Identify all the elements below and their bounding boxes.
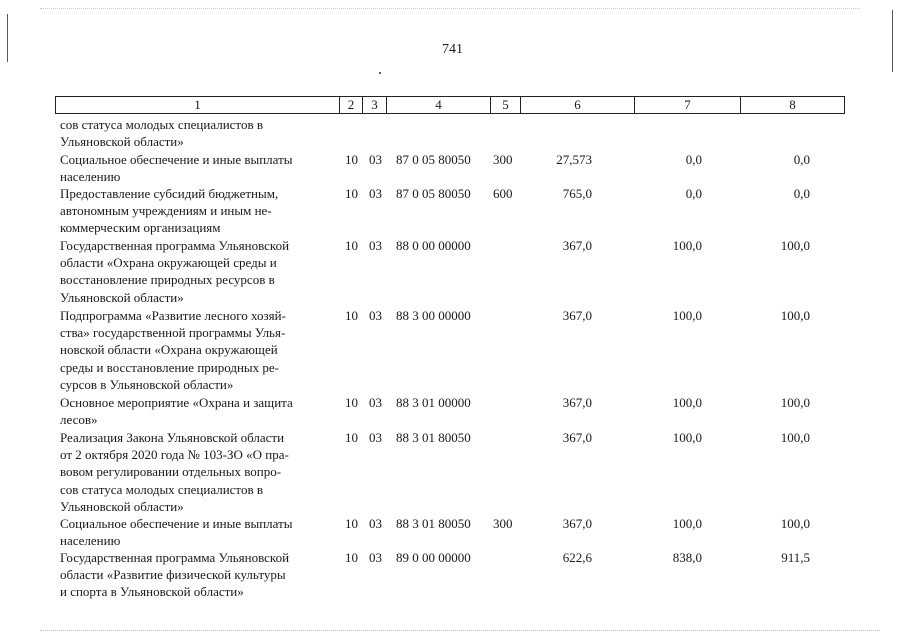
row-amount-col6: 367,0 <box>562 430 592 445</box>
row-amount-col7: 100,0 <box>672 308 702 323</box>
row-description: Основное мероприятие «Охрана и защита лесов» <box>60 395 293 428</box>
row-amount-col6: 367,0 <box>562 308 592 323</box>
row-amount-col6: 367,0 <box>562 395 592 410</box>
row-amount-col8: 911,5 <box>781 550 810 565</box>
row-amount-col7: 838,0 <box>672 550 702 565</box>
row-description: Социальное обеспечение и иные выплаты населению <box>60 516 293 549</box>
row-amount-col7: 100,0 <box>672 430 702 445</box>
row-subsection: 03 <box>369 186 382 201</box>
row-subsection: 03 <box>369 395 382 410</box>
header-col-6: 6 <box>521 97 635 113</box>
row-section: 10 <box>345 308 358 323</box>
row-subsection: 03 <box>369 550 382 565</box>
row-subsection: 03 <box>369 238 382 253</box>
row-amount-col6: 367,0 <box>562 238 592 253</box>
row-target-article: 88 0 00 00000 <box>396 238 471 253</box>
row-amount-col7: 0,0 <box>685 152 702 167</box>
header-col-4: 4 <box>387 97 491 113</box>
row-amount-col6: 765,0 <box>562 186 592 201</box>
row-description: сов статуса молодых специалистов в Ульяновской области» <box>60 117 263 150</box>
row-description: Предоставление субсидий бюджетным, автономным учреждениям и иным не- коммерческим организациям <box>60 186 279 236</box>
page-number: 741 <box>442 42 463 57</box>
row-subsection: 03 <box>369 430 382 445</box>
header-col-7: 7 <box>635 97 741 113</box>
row-expense-type: 600 <box>493 186 513 201</box>
scan-top-edge <box>40 8 860 9</box>
header-col-8: 8 <box>789 97 796 112</box>
row-amount-col8: 100,0 <box>780 516 810 531</box>
row-amount-col8: 0,0 <box>793 152 810 167</box>
row-target-article: 88 3 01 80050 <box>396 516 471 531</box>
row-target-article: 89 0 00 00000 <box>396 550 471 565</box>
scan-bottom-edge <box>40 630 880 631</box>
scan-speck <box>379 72 381 74</box>
row-expense-type: 300 <box>493 516 513 531</box>
row-target-article: 87 0 05 80050 <box>396 186 471 201</box>
row-expense-type: 300 <box>493 152 513 167</box>
header-col-3: 3 <box>363 97 387 113</box>
row-amount-col8: 100,0 <box>780 308 810 323</box>
table-header <box>55 96 845 114</box>
row-amount-col6: 367,0 <box>562 516 592 531</box>
scan-right-edge-line <box>892 10 893 72</box>
row-amount-col6: 27,573 <box>556 152 592 167</box>
row-subsection: 03 <box>369 308 382 323</box>
row-section: 10 <box>345 238 358 253</box>
row-amount-col7: 0,0 <box>685 186 702 201</box>
row-description: Подпрограмма «Развитие лесного хозяй- ства» государственной программы Улья- новской области «Охрана окружающей среды и восстановление природных ре- сурсов в Ульяновской области» <box>60 308 286 392</box>
row-description: Государственная программа Ульяновской области «Развитие физической культуры и спорта в Ульяновской области» <box>60 550 290 600</box>
row-amount-col8: 100,0 <box>780 430 810 445</box>
row-section: 10 <box>345 516 358 531</box>
row-section: 10 <box>345 395 358 410</box>
row-description: Государственная программа Ульяновской области «Охрана окружающей среды и восстановление природных ресурсов в Ульяновской области» <box>60 238 290 305</box>
row-description: Реализация Закона Ульяновской области от 2 октября 2020 года № 103-ЗО «О пра- вовом регулировании отдельных вопро- сов статуса молодых специалистов в Ульяновской области» <box>60 430 289 514</box>
header-col-1: 1 <box>56 97 340 113</box>
row-target-article: 88 3 01 00000 <box>396 395 471 410</box>
row-amount-col8: 0,0 <box>793 186 810 201</box>
row-target-article: 88 3 00 00000 <box>396 308 471 323</box>
row-section: 10 <box>345 186 358 201</box>
header-col-2: 2 <box>340 97 363 113</box>
row-description: Социальное обеспечение и иные выплаты населению <box>60 152 293 185</box>
header-col-5: 5 <box>491 97 521 113</box>
row-amount-col7: 100,0 <box>672 238 702 253</box>
row-amount-col7: 100,0 <box>672 395 702 410</box>
row-amount-col8: 100,0 <box>780 238 810 253</box>
row-subsection: 03 <box>369 152 382 167</box>
row-section: 10 <box>345 152 358 167</box>
row-amount-col8: 100,0 <box>780 395 810 410</box>
row-amount-col6: 622,6 <box>562 550 592 565</box>
row-section: 10 <box>345 430 358 445</box>
row-target-article: 87 0 05 80050 <box>396 152 471 167</box>
row-subsection: 03 <box>369 516 382 531</box>
row-section: 10 <box>345 550 358 565</box>
row-target-article: 88 3 01 80050 <box>396 430 471 445</box>
row-amount-col7: 100,0 <box>672 516 702 531</box>
